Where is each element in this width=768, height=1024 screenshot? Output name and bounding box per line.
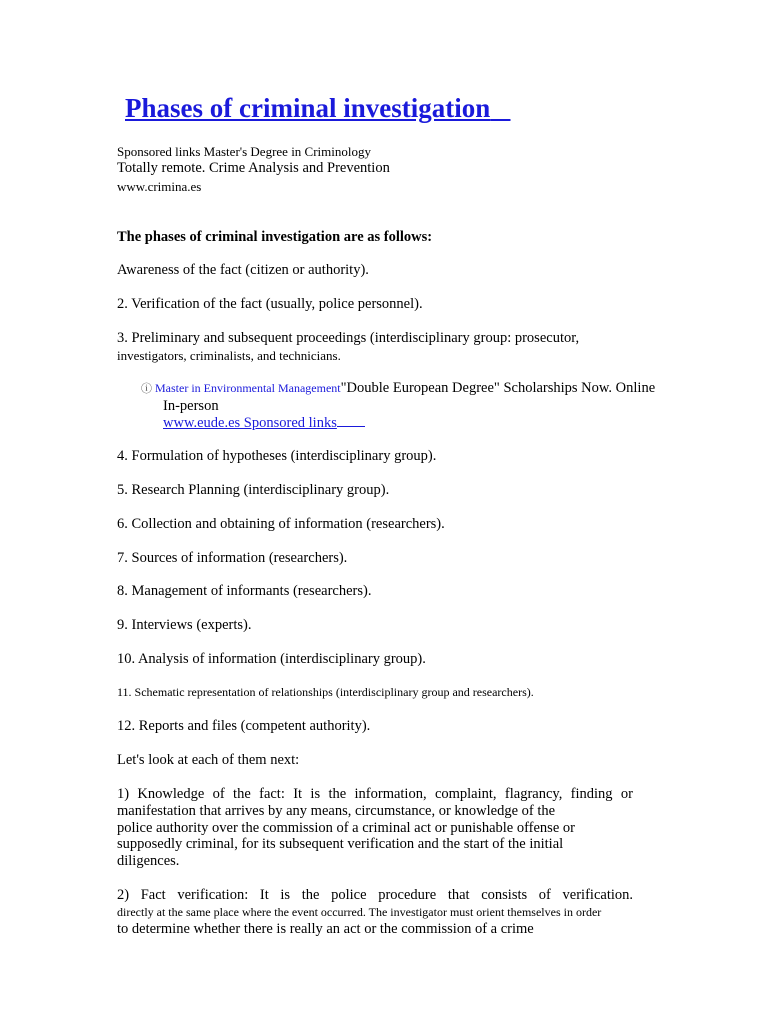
list-item-4: 4. Formulation of hypotheses (interdisciplinary group). bbox=[117, 448, 437, 464]
list-item-6: 6. Collection and obtaining of information (researchers). bbox=[117, 516, 445, 532]
paragraph-1-line4: supposedly criminal, for its subsequent verification and the start of the initial bbox=[117, 836, 564, 852]
ad-url-text: www.eude.es Sponsored links bbox=[163, 415, 337, 431]
list-item-7: 7. Sources of information (researchers). bbox=[117, 550, 348, 566]
list-item-10: 10. Analysis of information (interdisciplinary group). bbox=[117, 651, 426, 667]
sponsored-top-url: www.crimina.es bbox=[117, 179, 202, 194]
list-item-2: 2. Verification of the fact (usually, police personnel). bbox=[117, 296, 423, 312]
sponsored-top-line1: Sponsored links Master's Degree in Criminology bbox=[117, 144, 372, 159]
ad-line1 bbox=[141, 380, 655, 398]
list-item-3-line1: 3. Preliminary and subsequent proceedings (interdisciplinary group: prosecutor, bbox=[117, 330, 580, 346]
list-item-5: 5. Research Planning (interdisciplinary group). bbox=[117, 482, 390, 498]
page-title-link[interactable] bbox=[125, 93, 511, 124]
ad-text: "Double European Degree" Scholarships Now. Online bbox=[340, 380, 656, 396]
list-item-8: 8. Management of informants (researchers). bbox=[117, 583, 372, 599]
list-item-12: 12. Reports and files (competent authority). bbox=[117, 718, 371, 734]
list-item-9: 9. Interviews (experts). bbox=[117, 617, 252, 633]
page-title: Phases of criminal investigation bbox=[125, 93, 491, 123]
ad-url-underline-tail bbox=[337, 414, 365, 427]
sponsored-top-line2: Totally remote. Crime Analysis and Prevention bbox=[117, 160, 390, 176]
next-heading: Let's look at each of them next: bbox=[117, 752, 300, 768]
list-item-11: 11. Schematic representation of relationships (interdisciplinary group and researchers). bbox=[117, 685, 534, 699]
ad-link-environmental-management[interactable]: Master in Environmental Management bbox=[155, 381, 341, 395]
ad-url-link[interactable] bbox=[163, 415, 365, 431]
phases-heading: The phases of criminal investigation are as follows: bbox=[117, 229, 433, 245]
paragraph-1-line1: 1) Knowledge of the fact: It is the information, complaint, flagrancy, finding or bbox=[117, 786, 633, 802]
ad-line2: In-person bbox=[163, 398, 219, 414]
info-icon: ⓘ bbox=[141, 383, 152, 395]
paragraph-2-line2: directly at the same place where the event occurred. The investigator must orient themselves in order bbox=[117, 905, 602, 919]
paragraph-1-line2: manifestation that arrives by any means, circumstance, or knowledge of the bbox=[117, 803, 556, 819]
list-item-3-line2: investigators, criminalists, and technicians. bbox=[117, 348, 341, 363]
list-item-1: Awareness of the fact (citizen or authority). bbox=[117, 262, 369, 278]
paragraph-2-line3: to determine whether there is really an act or the commission of a crime bbox=[117, 921, 534, 937]
paragraph-2-line1: 2) Fact verification: It is the police procedure that consists of verification. bbox=[117, 887, 633, 903]
paragraph-1-line5: diligences. bbox=[117, 853, 180, 869]
ad-line3 bbox=[163, 414, 365, 432]
paragraph-1-line3: police authority over the commission of a criminal act or punishable offense or bbox=[117, 820, 575, 836]
